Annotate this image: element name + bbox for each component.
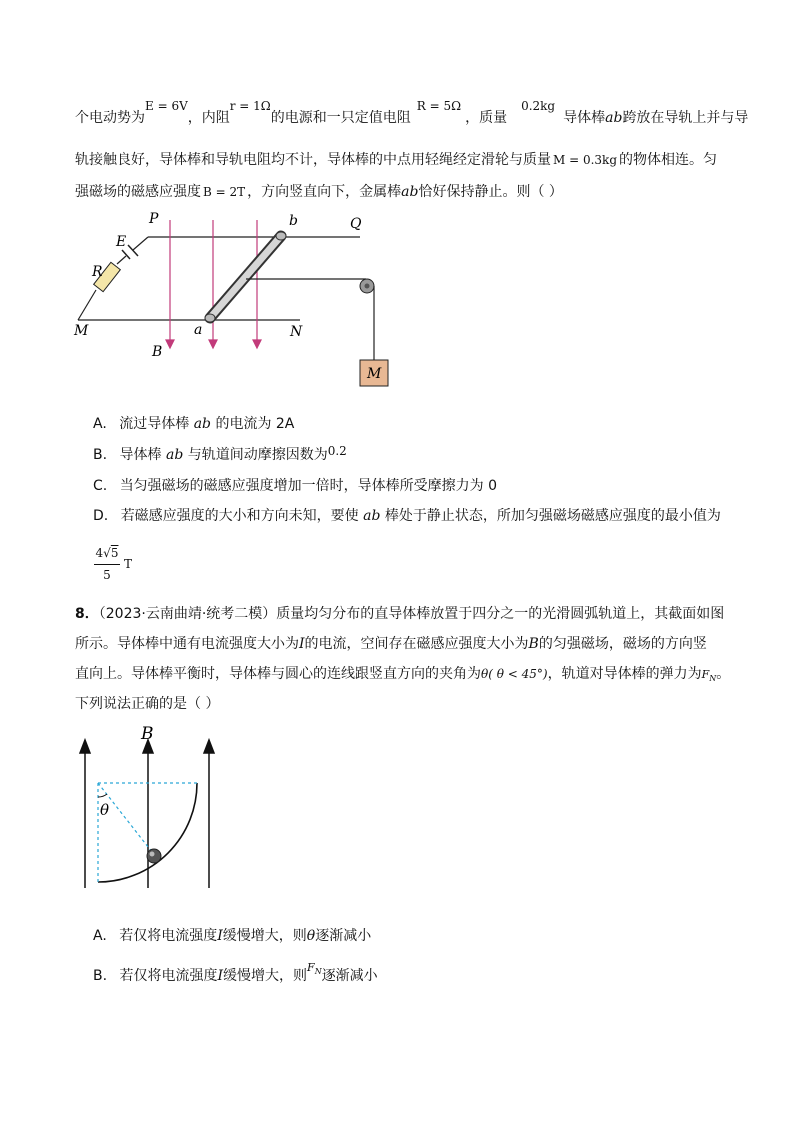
text: 当匀强磁场的磁感应强度增加一倍时，导体棒所受摩擦力为 0 xyxy=(119,478,498,494)
label-N: N xyxy=(290,324,303,340)
rod-cross-section xyxy=(147,849,161,863)
battery-plate xyxy=(122,250,130,259)
q7-line-2 xyxy=(75,150,740,170)
label-M-block: M xyxy=(367,366,382,382)
fraction-numerator: 4√5 xyxy=(95,546,119,560)
q7-option-D[interactable] xyxy=(93,506,721,526)
text: （2023·云南曲靖·统考二模）质量均匀分布的直导体棒放置于四分之一的光滑圆弧轨道上，其截面如图 xyxy=(98,606,725,622)
var-ab: ab xyxy=(165,447,184,463)
var-ab: ab xyxy=(401,184,419,200)
q8-line-2 xyxy=(75,634,740,654)
text: 导体棒 xyxy=(563,110,606,126)
q7-option-C[interactable] xyxy=(93,476,497,496)
var-FN: FN xyxy=(307,961,322,977)
text: 恰好保持静止。则（ ） xyxy=(418,184,563,200)
q7-option-A[interactable] xyxy=(93,414,294,434)
text: 棒处于静止状态，所加匀强磁场磁感应强度的最小值为 xyxy=(384,508,721,524)
var-I: I xyxy=(217,968,224,984)
option-letter: B. xyxy=(93,968,108,984)
label-P: P xyxy=(149,211,159,227)
var-I: I xyxy=(217,928,223,944)
text: 个电动势为 xyxy=(75,110,145,126)
text: ，轨道对导体棒的弹力为 xyxy=(547,666,702,682)
q8-line-3 xyxy=(75,664,740,689)
fraction-denominator: 5 xyxy=(103,568,111,582)
var-ab: ab xyxy=(363,508,381,524)
field-B-formula: B = 2T xyxy=(203,185,246,199)
text: ，质量 xyxy=(465,110,508,126)
text: 所示。导体棒中通有电流强度大小为 xyxy=(75,636,299,652)
q7-line-3 xyxy=(75,182,740,202)
q7-option-B[interactable] xyxy=(93,445,347,465)
label-R: R xyxy=(92,264,103,280)
arc-track-figure xyxy=(70,720,230,895)
q8-line-1 xyxy=(75,604,740,624)
option-letter: B. xyxy=(93,447,108,463)
var-FN: $F_N$ xyxy=(701,668,717,684)
text: 若磁感应强度的大小和方向未知，要使 xyxy=(120,508,359,524)
text: 直向上。导体棒平衡时，导体棒与圆心的连线跟竖直方向的夹角为 xyxy=(75,666,481,682)
var-ab: ab xyxy=(193,416,211,432)
var-theta: θ xyxy=(306,928,316,944)
text: 的匀强磁场，磁场的方向竖 xyxy=(538,636,707,652)
text: 的电流，空间存在磁感应强度大小为 xyxy=(304,636,529,652)
text: 流过导体棒 xyxy=(119,416,190,432)
option-letter: D. xyxy=(93,508,109,524)
text: 缓慢增大，则 xyxy=(222,928,307,944)
friction-value: 0.2 xyxy=(327,444,347,458)
label-B: B xyxy=(152,344,163,360)
mass-M-formula: M = 0.3kg xyxy=(553,153,618,167)
text: 跨放在导轨上并与导 xyxy=(622,110,749,126)
text: 。 xyxy=(716,666,731,682)
text: 的电流为 2A xyxy=(215,416,295,432)
theta-condition: θ( θ < 45°) xyxy=(481,667,548,681)
text: ，方向竖直向下，金属棒 xyxy=(247,184,402,200)
option-letter: A. xyxy=(93,928,107,944)
question-number: 8． xyxy=(75,606,99,622)
resistance-formula: R = 5Ω xyxy=(416,99,462,113)
text: 强磁场的磁感应强度 xyxy=(75,184,201,200)
label-b: b xyxy=(289,213,298,229)
internal-resistance-formula: r = 1Ω xyxy=(229,99,271,113)
mass-formula: 0.2kg xyxy=(521,99,556,113)
magnetic-field-lines xyxy=(166,220,261,348)
text: 导体棒 xyxy=(119,447,162,463)
text: 的电源和一只定值电阻 xyxy=(270,110,411,126)
text: 轨接触良好，导体棒和导轨电阻均不计，导体棒的中点用轻绳经定滑轮与质量 xyxy=(75,152,551,168)
unit-T: T xyxy=(124,557,133,571)
q8-option-B[interactable] xyxy=(93,961,378,991)
label-E: E xyxy=(116,234,127,250)
text: 与轨道间动摩擦因数为 xyxy=(187,447,328,463)
label-M-rail: M xyxy=(74,323,89,339)
text: 缓慢增大，则 xyxy=(223,968,308,984)
min-field-fraction xyxy=(92,545,142,589)
q8-line-4 xyxy=(75,694,740,714)
emf-formula: E = 6V xyxy=(145,99,188,113)
label-theta: θ xyxy=(100,801,110,819)
q8-option-A[interactable] xyxy=(93,926,371,946)
fraction-bar xyxy=(94,564,120,565)
text: 若仅将电流强度 xyxy=(119,928,218,944)
rail-rod-figure xyxy=(70,205,400,395)
text: 下列说法正确的是（ ） xyxy=(75,696,220,712)
label-Q: Q xyxy=(350,216,362,232)
q7-line-1 xyxy=(75,99,749,128)
var-B: B xyxy=(528,636,539,652)
option-letter: C. xyxy=(93,478,108,494)
option-letter: A. xyxy=(93,416,107,432)
angle-arc xyxy=(98,794,107,797)
text: 的物体相连。匀 xyxy=(619,152,718,168)
label-a: a xyxy=(194,322,203,338)
text: 逐渐减小 xyxy=(321,968,378,984)
text: ，内阻 xyxy=(187,110,230,126)
text: 逐渐减小 xyxy=(315,928,372,944)
label-B: B xyxy=(141,724,154,744)
text: 若仅将电流强度 xyxy=(119,968,218,984)
var-ab: ab xyxy=(605,110,623,126)
var-I: I xyxy=(299,636,305,652)
